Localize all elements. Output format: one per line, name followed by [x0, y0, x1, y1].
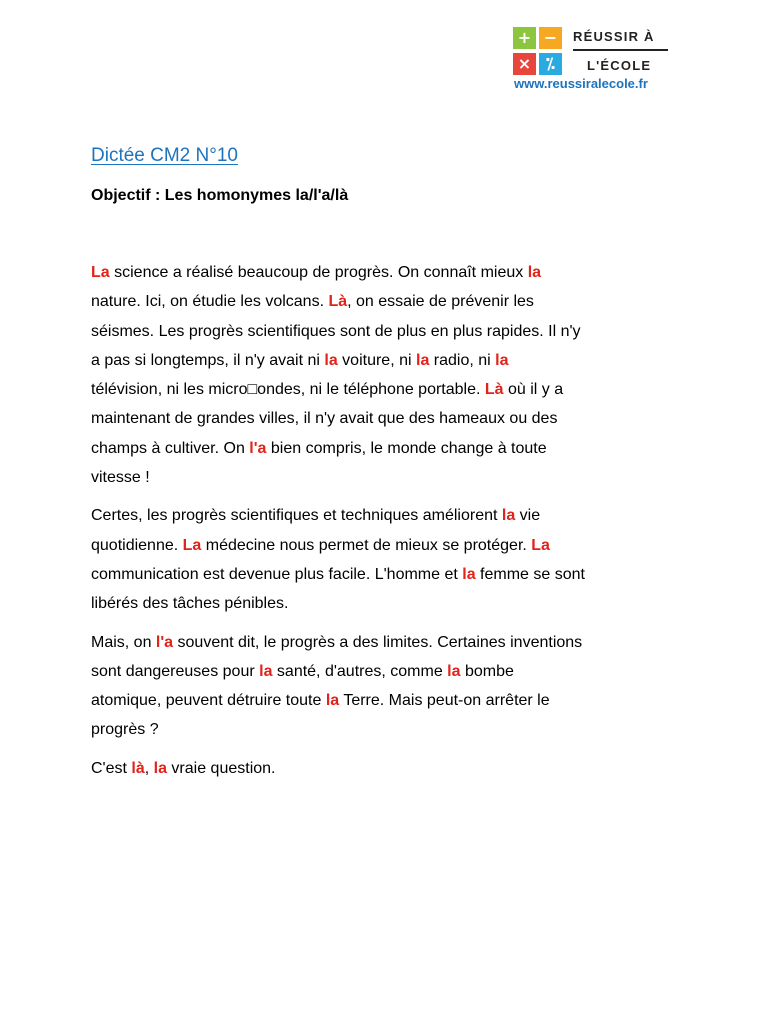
homonym-highlight: là	[131, 759, 145, 777]
homonym-highlight: l'a	[249, 439, 267, 457]
text-line	[91, 287, 691, 316]
text-line	[91, 531, 691, 560]
text-segment: sont dangereuses pour	[91, 662, 260, 680]
text-line	[91, 501, 691, 530]
homonym-highlight: Là	[328, 293, 348, 311]
text-segment: télévision, ni les micro□ondes, ni le téléphone portable.	[91, 381, 485, 399]
text-line	[91, 657, 691, 686]
logo-divider	[573, 49, 668, 51]
minus-tile-icon: −	[539, 27, 562, 49]
text-line	[91, 463, 691, 492]
text-segment: Certes, les progrès scientifiques et techniques améliorent	[91, 507, 502, 525]
text-segment: bombe	[460, 662, 514, 680]
text-segment: atomique, peuvent détruire toute	[91, 692, 326, 710]
text-line	[91, 375, 691, 404]
text-segment: progrès ?	[91, 721, 159, 739]
homonym-highlight: La	[91, 264, 110, 281]
text-segment: nature. Ici, on étudie les volcans.	[91, 293, 329, 311]
text-segment: , on essaie de prévenir les	[347, 293, 534, 311]
text-line	[91, 628, 691, 657]
homonym-highlight: la	[447, 662, 461, 680]
text-segment: Terre. Mais peut-on arrêter le	[339, 692, 550, 710]
text-segment: libérés des tâches pénibles.	[91, 595, 289, 613]
text-line	[91, 258, 691, 287]
text-segment: vitesse !	[91, 469, 150, 487]
text-segment: C'est	[91, 759, 132, 777]
text-segment: science a réalisé beaucoup de progrès. On connaît mieux	[109, 264, 528, 281]
site-url-link[interactable]: www.reussiralecole.fr	[514, 76, 648, 91]
text-segment: médecine nous permet de mieux se protéger.	[201, 536, 532, 554]
text-line	[91, 346, 691, 375]
text-segment: maintenant de grandes villes, il n'y avait que des hameaux ou des	[91, 410, 558, 428]
text-segment: quotidienne.	[91, 536, 183, 554]
text-segment: souvent dit, le progrès a des limites. Certaines inventions	[173, 633, 583, 651]
multiply-tile-icon: ×	[513, 53, 536, 75]
homonym-highlight: Là	[484, 381, 504, 399]
homonym-highlight: la	[495, 351, 509, 369]
text-segment: vraie question.	[166, 759, 276, 777]
dictation-text	[91, 258, 691, 783]
plus-tile-icon: +	[513, 27, 536, 49]
text-segment: séismes. Les progrès scientifiques sont de plus en plus rapides. Il n'y	[91, 322, 581, 340]
text-line	[91, 715, 691, 744]
text-segment: ,	[144, 759, 154, 777]
logo-tiles	[513, 27, 563, 75]
text-segment: femme se sont	[475, 565, 585, 583]
text-segment: radio, ni	[429, 351, 496, 369]
text-segment: Mais, on	[91, 633, 156, 651]
objective-heading: Objectif : Les homonymes la/l'a/là	[91, 187, 349, 204]
text-line	[91, 589, 691, 618]
text-line	[91, 317, 691, 346]
text-line	[91, 404, 691, 433]
homonym-highlight: la	[325, 692, 340, 710]
text-line	[91, 560, 691, 589]
homonym-highlight: La	[531, 536, 550, 554]
homonym-highlight: La	[182, 536, 202, 554]
page-title: Dictée CM2 N°10	[91, 145, 238, 166]
homonym-highlight: la	[501, 507, 516, 525]
homonym-highlight: l'a	[155, 633, 174, 651]
text-segment: champs à cultiver. On	[91, 439, 250, 457]
homonym-highlight: la	[462, 565, 476, 583]
homonym-highlight: la	[527, 264, 542, 281]
text-line	[91, 686, 691, 715]
text-segment: santé, d'autres, comme	[272, 662, 448, 680]
text-segment: a pas si longtemps, il n'y avait ni	[91, 351, 325, 369]
homonym-highlight: la	[324, 351, 338, 369]
text-segment: communication est devenue plus facile. L'homme et	[91, 565, 463, 583]
site-logo	[513, 27, 683, 93]
homonym-highlight: la	[416, 351, 430, 369]
text-line	[91, 434, 691, 463]
text-line	[91, 754, 691, 783]
percent-tile-icon: ⁒	[539, 53, 562, 75]
text-segment: vie	[515, 507, 541, 525]
logo-name-bottom: L'ÉCOLE	[587, 58, 652, 73]
homonym-highlight: la	[153, 759, 167, 777]
homonym-highlight: la	[259, 662, 273, 680]
text-segment: voiture, ni	[337, 351, 416, 369]
text-segment: bien compris, le monde change à toute	[266, 439, 547, 457]
logo-name-top: RÉUSSIR À	[573, 29, 655, 44]
text-segment: où il y a	[503, 381, 564, 399]
